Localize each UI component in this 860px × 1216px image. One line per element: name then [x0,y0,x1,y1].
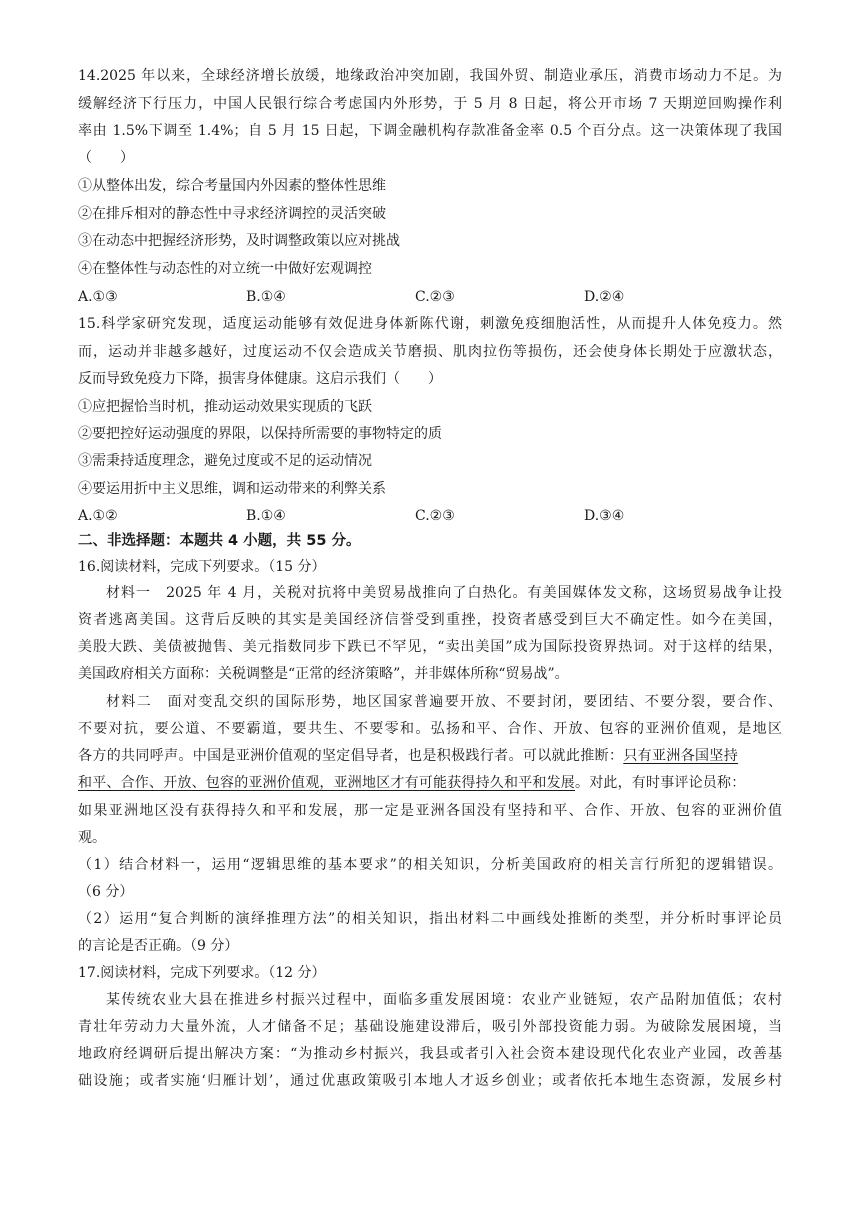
q16-material2-line-4 [78,773,782,793]
q15-statement-1: ①应把握恰当时机，推动运动效果实现质的飞跃 [78,399,372,415]
q15-statement-3: ③需秉持适度理念，避免过度或不足的运动情况 [78,453,372,469]
q16-underlined-inference-part-1: 只有亚洲各国坚持 [623,748,739,764]
q14-option-b[interactable]: B.①④ [246,289,286,305]
q15-statement-2: ②要把控好运动强度的界限，以保持所需要的事物特定的质 [78,426,442,442]
q15-stem-line-3: 反而导致免疫力下降，损害身体健康。这启示我们（ ） [78,371,442,387]
q16-material1-line-4: 美国政府相关方面称：关税调整是“正常的经济策略”，并非媒体所称“贸易战”。 [78,666,569,682]
q16-material2-line-5: 如果亚洲地区没有获得持久和平和发展，那一定是亚洲各国没有坚持和平、合作、开放、包容的亚洲价值 [78,803,782,819]
q16-sub1-line-1: （1）结合材料一，运用“逻辑思维的基本要求”的相关知识，分析美国政府的相关言行所犯的逻辑错误。 [78,857,782,873]
q14-stem-line-1: 14.2025 年以来，全球经济增长放缓，地缘政治冲突加剧，我国外贸、制造业承压，消费市场动力不足。为 [78,68,782,84]
q14-statement-1: ①从整体出发，综合考量国内外因素的整体性思维 [78,178,386,194]
q16-underlined-inference-part-2: 和平、合作、开放、包容的亚洲价值观，亚洲地区才有可能获得持久和平和发展 [78,775,575,791]
q14-statement-2: ②在排斥相对的静态性中寻求经济调控的灵活突破 [78,206,386,222]
q14-statement-4: ④在整体性与动态性的对立统一中做好宏观调控 [78,261,372,277]
q14-option-c[interactable]: C.②③ [415,289,455,305]
q16-sub1-line-2: （6 分） [78,884,134,900]
q16-material2-text-cont: 。对此，有时事评论员称： [575,775,746,791]
q14-stem-line-2: 缓解经济下行压力，中国人民银行综合考虑国内外形势，于 5 月 8 日起，将公开市场 7 天期逆回购操作利 [78,96,782,112]
q16-material2-line-3 [78,746,782,766]
q16-material1-line-1: 材料一 2025 年 4 月，关税对抗将中美贸易战推向了白热化。有美国媒体发文称，这场贸易战争让投 [106,585,782,601]
q17-material-line-3: 地政府经调研后提出解决方案：“为推动乡村振兴，我县或者引入社会资本建设现代化农业产业园，改善基 [78,1046,782,1062]
q17-material-line-2: 青壮年劳动力大量外流，人才储备不足；基础设施建设滞后，吸引外部投资能力弱。为破除发展困境，当 [78,1019,782,1035]
q15-statement-4: ④要运用折中主义思维，调和运动带来的利弊关系 [78,481,386,497]
q14-option-d[interactable]: D.②④ [584,289,625,305]
q16-material2-line-2: 不要对抗，要公道、不要霸道，要共生、不要零和。弘扬和平、合作、开放、包容的亚洲价值观，是地区 [78,721,782,737]
q14-statement-3: ③在动态中把握经济形势，及时调整政策以应对挑战 [78,233,400,249]
q16-material1-line-2: 资者逃离美国。这背后反映的其实是美国经济信誉受到重挫，投资者感受到巨大不确定性。如今在美国， [78,612,782,628]
q16-sub2-line-1: （2）运用“复合判断的演绎推理方法”的相关知识，指出材料二中画线处推断的类型，并分析时事评论员 [78,911,782,927]
q16-title: 16.阅读材料，完成下列要求。（15 分） [78,559,326,575]
q14-option-a[interactable]: A.①③ [78,289,118,305]
q17-title: 17.阅读材料，完成下列要求。（12 分） [78,965,326,981]
q17-material-line-4: 础设施；或者实施‘归雁计划’，通过优惠政策吸引本地人才返乡创业；或者依托本地生态资源，发展乡村 [78,1073,782,1089]
q15-option-d[interactable]: D.③④ [584,508,625,524]
q15-stem-line-1: 15.科学家研究发现，适度运动能够有效促进身体新陈代谢，刺激免疫细胞活性，从而提升人体免疫力。然 [78,316,782,332]
q17-material-line-1: 某传统农业大县在推进乡村振兴过程中，面临多重发展困境：农业产业链短，农产品附加值低；农村 [106,992,782,1008]
q16-material2-line-1: 材料二 面对变乱交织的国际形势，地区国家普遍要开放、不要封闭，要团结、不要分裂，要合作、 [106,694,782,710]
q16-material2-text: 各方的共同呼声。中国是亚洲价值观的坚定倡导者，也是积极践行者。可以就此推断： [78,748,624,764]
q14-stem-line-3: 率由 1.5%下调至 1.4%；自 5 月 15 日起，下调金融机构存款准备金率 0.5 个百分点。这一决策体现了我国 [78,123,782,139]
q16-material1-line-3: 美股大跌、美债被抛售、美元指数同步下跌已不罕见，“卖出美国”成为国际投资界热词。对于这样的结果， [78,639,782,655]
q15-option-a[interactable]: A.①② [78,508,118,524]
q16-sub2-line-2: 的言论是否正确。（9 分） [78,938,239,954]
q16-material2-line-6: 观。 [78,830,106,846]
q14-blank: （ ） [78,150,134,166]
q15-option-c[interactable]: C.②③ [415,508,455,524]
q15-stem-line-2: 而，运动并非越多越好，过度运动不仅会造成关节磨损、肌肉拉伤等损伤，还会使身体长期处于应激状态， [78,344,782,360]
section-heading: 二、非选择题：本题共 4 小题，共 55 分。 [78,533,361,549]
q15-option-b[interactable]: B.①④ [246,508,286,524]
